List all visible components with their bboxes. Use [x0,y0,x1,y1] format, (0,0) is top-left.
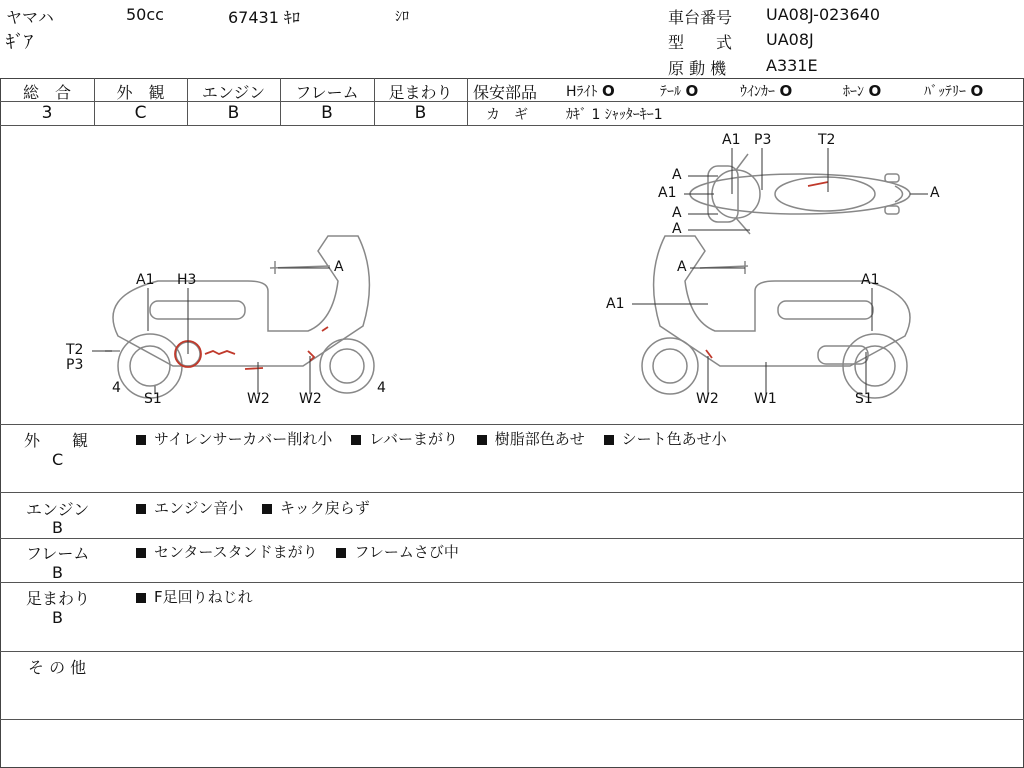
frame-no: UA08J-023640 [766,5,881,24]
note-item: サイレンサーカバー削れ小 [154,430,333,448]
right-label-w1: W1 [754,391,777,407]
bullet-icon [136,435,146,445]
safety-item-battery: ﾊﾞｯﾃﾘｰ O [924,82,984,100]
top-label-p3: P3 [754,132,772,148]
leader-lines [92,148,928,394]
left-label-4a: 4 [112,380,121,396]
left-label-p3: P3 [66,357,84,373]
diagram-bottom [0,424,1024,425]
left-label-4b: 4 [377,380,386,396]
notes-divider [0,492,1024,493]
note-item: センタースタンドまがり [154,543,318,561]
top-label-a1-left: A1 [658,185,677,201]
engine-grade: B [227,103,240,123]
notes-divider [0,582,1024,583]
note-engine-items [136,497,384,518]
note-item: F足回りねじれ [154,588,253,606]
note-suspension-items [136,586,267,607]
note-suspension-grade: B [52,608,63,627]
safety-item-tail: ﾃｰﾙ O [660,82,699,100]
notes-divider [0,651,1024,652]
frame-no-label: 車台番号 [668,8,733,27]
left-label-a1: A1 [136,272,155,288]
note-exterior-grade: C [52,450,64,469]
left-label-a: A [334,259,344,275]
note-item: シート色あせ小 [621,430,727,448]
note-item: キック戻らず [280,499,370,517]
type-value: UA08J [766,30,814,49]
frame-grade-label: フレーム [295,83,359,102]
exterior-label: 外 観 [116,83,165,102]
bullet-icon [477,435,487,445]
note-suspension-label: 足まわり [26,589,91,608]
maker: ヤマハ [6,8,54,27]
key-value: ｶｷﾞ 1 ｼｬｯﾀｰｷｰ1 [566,107,663,123]
note-frame-label: フレーム [26,544,90,563]
exterior-grade: C [134,103,147,123]
notes-divider [0,538,1024,539]
bullet-icon [351,435,361,445]
right-label-w2: W2 [696,391,719,407]
bullet-icon [136,504,146,514]
right-label-a: A [677,259,687,275]
col-divider [467,78,468,125]
note-frame-grade: B [52,563,63,582]
safety-item-winker: ｳｲﾝｶｰ O [740,82,793,100]
left-label-w2a: W2 [247,391,270,407]
body-color: ｼﾛ [395,9,409,25]
displacement: 50cc [126,5,164,24]
note-exterior-items [136,428,741,449]
left-label-h3: H3 [177,272,197,288]
overall-label: 総 合 [22,83,71,102]
suspension-grade-label: 足まわり [388,83,453,102]
engine-value: A331E [766,56,818,75]
engine-label: 原 動 機 [668,59,727,78]
bullet-icon [136,548,146,558]
note-engine-label: エンジン [26,500,90,519]
note-exterior-label: 外 観 [24,431,89,450]
note-engine-grade: B [52,518,63,537]
note-item: 樹脂部色あせ [494,430,585,448]
top-label-t2: T2 [818,132,836,148]
note-item: エンジン音小 [154,499,244,517]
notes-divider [0,719,1024,720]
note-item: フレームさび中 [354,543,459,561]
engine-grade-label: エンジン [201,83,266,102]
safety-divider [467,101,1024,102]
top-label-a1: A1 [722,132,741,148]
right-label-a1-right: A1 [861,272,880,288]
top-label-a-2: A [672,205,682,221]
overall-grade: 3 [41,103,53,123]
note-other-label: そ の 他 [28,658,87,677]
note-frame-items [136,541,473,562]
top-label-a-right: A [930,185,940,201]
right-label-s1: S1 [855,391,873,407]
left-label-t2: T2 [66,342,84,358]
model-name: ｷﾞｱ [6,32,33,53]
left-label-s1: S1 [144,391,162,407]
safety-label: 保安部品 [473,83,538,102]
safety-item-headlight: Hﾗｲﾄ O [566,82,615,100]
bullet-icon [262,504,272,514]
mileage: 67431 ｷﾛ [228,8,300,27]
frame-grade: B [321,103,333,123]
safety-item-horn: ﾎｰﾝ O [843,82,882,100]
bullet-icon [336,548,346,558]
bullet-icon [136,593,146,603]
note-item: レバーまがり [369,430,459,448]
top-label-a-1: A [672,167,682,183]
top-view-scooter [690,154,910,234]
bullet-icon [604,435,614,445]
suspension-grade: B [414,103,427,123]
top-label-a-3: A [672,221,682,237]
key-label: カ ギ [486,107,528,123]
type-label: 型 式 [668,33,733,52]
left-label-w2b: W2 [299,391,322,407]
right-label-a1-left: A1 [606,296,625,312]
